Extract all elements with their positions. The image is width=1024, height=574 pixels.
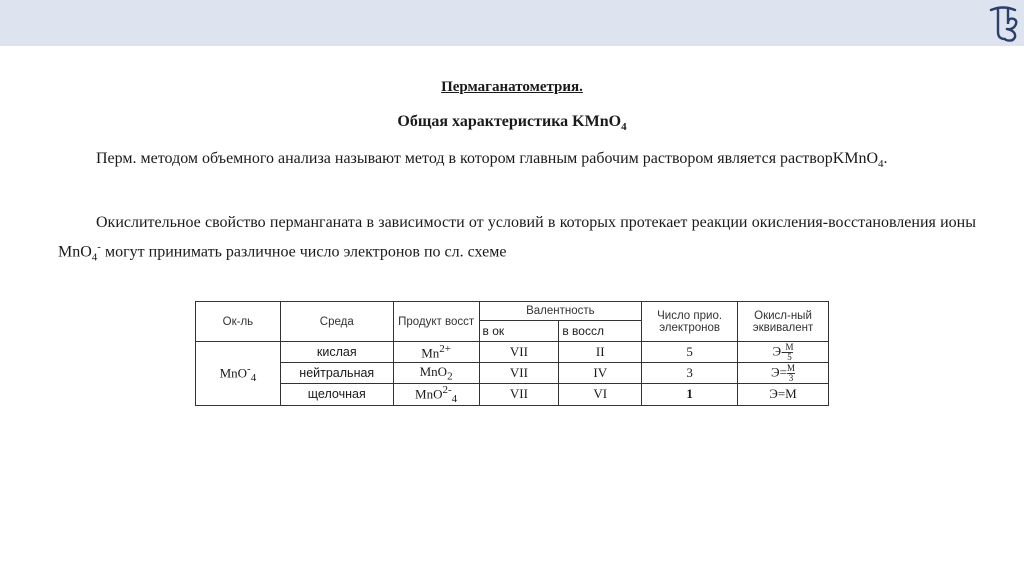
header-equivalent: Окисл-ный эквивалент — [738, 302, 829, 342]
header-valence-red: в восcл — [559, 321, 642, 342]
medium-cell: щелочная — [280, 384, 393, 406]
table-row — [196, 342, 829, 363]
university-logo-icon — [986, 2, 1020, 44]
equivalent-fraction: $\frac{M}{3}$ — [786, 362, 795, 383]
equivalent-fraction: $\frac{M}{5}$ — [785, 341, 794, 362]
table-header-row — [196, 302, 829, 321]
table-row — [196, 363, 829, 384]
header-oxidizer: Ок-ль — [196, 302, 281, 342]
product-cell: MnO$_2$ — [393, 363, 479, 384]
header-electrons: Число прио. электронов — [642, 302, 738, 342]
valence-ox-cell: VII — [479, 342, 559, 363]
header-product: Продукт восст — [393, 302, 479, 342]
electrons-cell: 5 — [642, 342, 738, 363]
paragraph-definition: Перм. методом объемного анализа называют метод в котором главным рабочим раствором является растворKMnO$_4$. — [96, 150, 888, 171]
page-subtitle: Общая характеристика KMnO$_4$ — [397, 113, 627, 134]
header-valence: Валентность — [479, 302, 642, 321]
valence-ox-cell: VII — [479, 384, 559, 406]
valence-ox-cell: VII — [479, 363, 559, 384]
page-title: Пермаганатометрия. — [441, 79, 583, 95]
medium-cell: кислая — [280, 342, 393, 363]
equivalent-cell: Э=М — [738, 384, 829, 406]
permanganate-table — [195, 301, 829, 406]
equivalent-cell: Э= $\frac{M}{3}$ — [738, 363, 829, 384]
header-valence-ox: в ок — [479, 321, 559, 342]
header-band — [0, 0, 1024, 46]
medium-cell: нейтральная — [280, 363, 393, 384]
paragraph-oxidizing-property: Окислительное свойство перманганата в зависимости от условий в которых протекает реакции окисления-восстановления ионы MnO$_4$- могут принимать различное число электронов по сл. схеме — [58, 214, 976, 264]
valence-red-cell: II — [559, 342, 642, 363]
header-medium: Среда — [280, 302, 393, 342]
equivalent-cell: Э- $\frac{M}{5}$ — [738, 342, 829, 363]
product-cell: MnO$^{2-}_4$ — [393, 384, 479, 406]
oxidizer-cell: MnO-$_4$ — [196, 342, 281, 406]
table-row — [196, 384, 829, 406]
electrons-cell: 1 — [642, 384, 738, 406]
valence-red-cell: VI — [559, 384, 642, 406]
electrons-cell: 3 — [642, 363, 738, 384]
product-cell: $Mn^{2+}$ — [393, 342, 479, 363]
valence-red-cell: IV — [559, 363, 642, 384]
